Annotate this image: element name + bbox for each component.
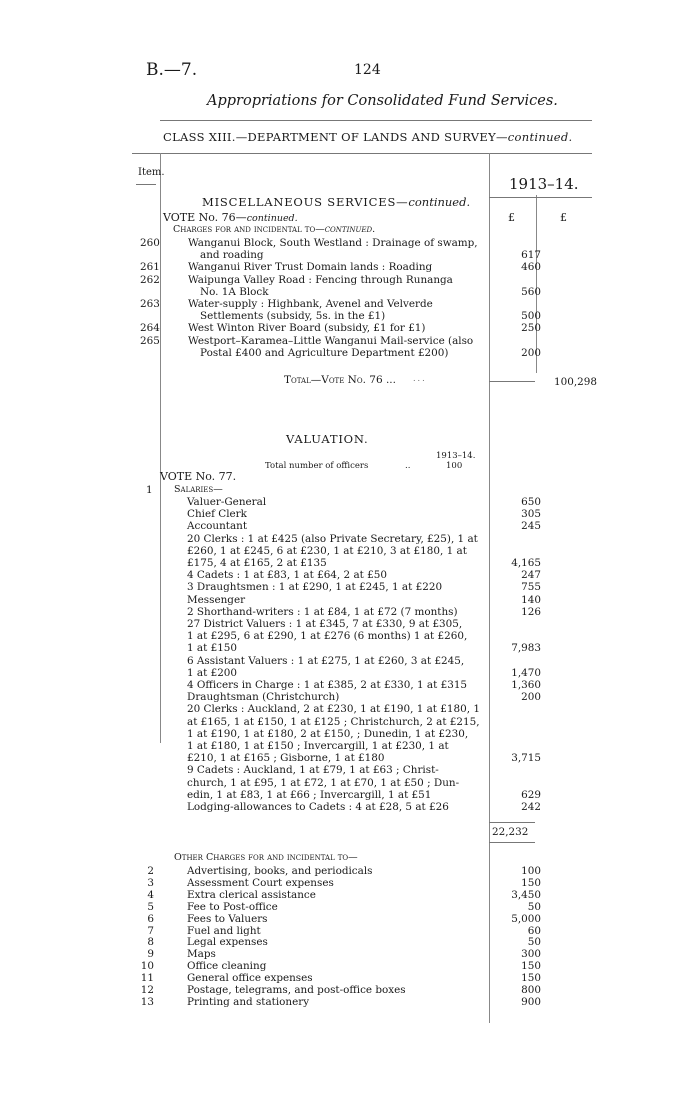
table-row (140, 972, 600, 984)
row-description: Wanganui Block, South Westland : Drainage of swamp, (188, 237, 478, 249)
table-row (140, 801, 600, 813)
item-number: 2 (147, 865, 154, 877)
item-number: 6 (147, 912, 154, 925)
item-column-header: Item. (138, 167, 165, 178)
item-number: 9 (147, 948, 154, 961)
row-amount: 60 (527, 924, 541, 937)
page-number: 124 (354, 62, 381, 78)
row-description: Lodging-allowances to Cadets : 4 at £28, 5 at £26 (187, 801, 449, 813)
row-description: Postal £400 and Agriculture Department £200) (200, 346, 449, 359)
table-row (140, 261, 600, 273)
row-description: Maps (187, 948, 216, 961)
row-amount: 50 (527, 900, 541, 913)
row-description: No. 1A Block (200, 285, 269, 298)
item-number: 4 (147, 888, 154, 901)
table-row (140, 274, 600, 286)
table-row (140, 667, 600, 679)
item-col-rule (136, 184, 156, 185)
item-number: 11 (140, 972, 154, 985)
row-description: Postage, telegrams, and post-office boxes (187, 984, 406, 996)
row-amount: 100 (521, 865, 541, 877)
row-description: 4 Cadets : 1 at £83, 1 at £64, 2 at £50 (187, 569, 387, 582)
item-number: 13 (140, 995, 154, 1008)
other-charges-heading: Other Charges for and incidental to— (174, 852, 358, 863)
pound-sign-amount: £ (508, 211, 515, 224)
row-description: 2 Shorthand-writers : 1 at £84, 1 at £72 (7 months) (187, 605, 458, 618)
row-description: 3 Draughtsmen : 1 at £290, 1 at £245, 1 at £220 (187, 581, 443, 594)
item-number: 265 (140, 334, 160, 347)
table-row (140, 335, 600, 347)
row-description: at £165, 1 at £150, 1 at £125 ; Christchurch, 2 at £215, (187, 715, 480, 728)
salaries-subtotal: 22,232 (492, 826, 529, 838)
row-description: General office expenses (187, 972, 313, 985)
header-rule (160, 120, 592, 121)
row-description: Westport–Karamea–Little Wanganui Mail-service (also (188, 334, 474, 347)
subtotal-rule-bottom (489, 842, 535, 843)
table-row (140, 901, 600, 913)
table-row (140, 740, 600, 752)
row-description: Draughtsman (Christchurch) (187, 691, 340, 704)
year-column-header: 1913–14. (509, 175, 579, 193)
row-description: 4 Officers in Charge : 1 at £385, 2 at £330, 1 at £315 (187, 679, 468, 691)
item-number: 12 (140, 984, 154, 996)
row-description: Fees to Valuers (187, 912, 268, 925)
table-row (140, 496, 600, 508)
table-row (140, 630, 600, 642)
row-description: and roading (200, 249, 264, 262)
row-description: 20 Clerks : 1 at £425 (also Private Secretary, £25), 1 at (187, 532, 478, 545)
item-number: 8 (147, 936, 154, 949)
row-amount: 245 (521, 520, 541, 533)
item-number: 260 (140, 237, 160, 249)
table-row (140, 594, 600, 606)
item-number: 7 (147, 924, 154, 937)
row-description: Accountant (187, 520, 248, 533)
row-description: 1 at £295, 6 at £290, 1 at £276 (6 months) 1 at £260, (187, 630, 468, 643)
row-amount: 126 (521, 605, 541, 618)
row-description: Wanganui River Trust Domain lands : Roading (188, 261, 433, 274)
row-description: 9 Cadets : Auckland, 1 at £79, 1 at £63 ; Christ- (187, 764, 439, 777)
row-amount: 560 (521, 285, 541, 298)
row-description: £175, 4 at £165, 2 at £135 (187, 557, 327, 569)
row-amount: 150 (521, 960, 541, 973)
table-row (140, 728, 600, 740)
table-row (140, 286, 600, 298)
table-row (140, 925, 600, 937)
table-row (140, 764, 600, 776)
row-description: 1 at £180, 1 at £150 ; Invercargill, 1 at £230, 1 at (187, 740, 449, 752)
vote-76-total: 100,298 (554, 376, 597, 388)
class-heading: CLASS XIII.—DEPARTMENT OF LANDS AND SURVEY—continued. (163, 130, 573, 144)
row-description: 1 at £200 (187, 666, 238, 679)
table-row (140, 545, 600, 557)
row-amount: 900 (521, 995, 541, 1008)
document-code: B.—7. (146, 60, 198, 80)
row-amount: 460 (521, 261, 541, 274)
row-amount: 305 (521, 508, 541, 521)
row-amount: 800 (521, 984, 541, 996)
table-row (140, 298, 600, 310)
vote-76-total-label: Total—Vote No. 76 ... (284, 374, 396, 386)
misc-charges-heading: Charges for and incidental to—continued. (173, 224, 376, 235)
subtotal-rule-top (489, 822, 535, 823)
row-description: £210, 1 at £165 ; Gisborne, 1 at £180 (187, 752, 385, 765)
row-amount: 629 (521, 788, 541, 801)
table-row (140, 984, 600, 996)
table-row (140, 237, 600, 249)
row-description: 27 District Valuers : 1 at £345, 7 at £330, 9 at £305, (187, 618, 463, 630)
item-number: 262 (140, 273, 160, 286)
row-description: 1 at £190, 1 at £180, 2 at £150, ; Dunedin, 1 at £230, (187, 727, 469, 740)
item-number: 3 (147, 876, 154, 889)
table-row (140, 691, 600, 703)
row-description: 20 Clerks : Auckland, 2 at £230, 1 at £190, 1 at £180, 1 (187, 703, 480, 716)
officers-value: 100 (446, 461, 463, 471)
table-row (140, 249, 600, 261)
row-amount: 250 (521, 322, 541, 335)
table-row (140, 936, 600, 948)
row-description: church, 1 at £95, 1 at £72, 1 at £70, 1 at £50 ; Dun- (187, 776, 460, 789)
row-description: Settlements (subsidy, 5s. in the £1) (200, 310, 386, 323)
row-description: Advertising, books, and periodicals (187, 865, 373, 877)
table-row (140, 960, 600, 972)
row-amount: 1,360 (511, 679, 541, 691)
row-description: Messenger (187, 593, 246, 606)
row-amount: 1,470 (511, 666, 541, 679)
row-description: edin, 1 at £83, 1 at £66 ; Invercargill, 1 at £51 (187, 788, 432, 801)
table-row (140, 533, 600, 545)
row-amount: 242 (521, 801, 541, 813)
row-description: Waipunga Valley Road : Fencing through Runanga (188, 273, 453, 286)
table-row (140, 752, 600, 764)
row-amount: 150 (521, 972, 541, 985)
salaries-item-number: 1 (146, 484, 153, 496)
row-amount: 200 (521, 346, 541, 359)
misc-services-title: MISCELLANEOUS SERVICES—continued. (202, 195, 471, 209)
row-description: Valuer-General (187, 496, 267, 508)
item-number: 263 (140, 298, 160, 310)
row-description: 1 at £150 (187, 642, 238, 655)
officers-leader: .. (405, 461, 411, 471)
table-row (140, 996, 600, 1008)
row-amount: 140 (521, 593, 541, 606)
table-row (140, 322, 600, 334)
salaries-heading: Salaries— (174, 484, 223, 495)
total-rule (489, 381, 535, 382)
table-row (140, 508, 600, 520)
row-amount: 500 (521, 310, 541, 323)
row-amount: 755 (521, 581, 541, 594)
table-row (140, 877, 600, 889)
row-amount: 300 (521, 948, 541, 961)
table-row (140, 777, 600, 789)
pound-sign-total: £ (560, 211, 567, 224)
year-rule (489, 197, 592, 198)
table-row (140, 347, 600, 359)
total-leader: ... (413, 374, 427, 383)
table-row (140, 679, 600, 691)
item-number: 10 (140, 960, 154, 973)
row-description: Extra clerical assistance (187, 888, 316, 901)
row-amount: 150 (521, 876, 541, 889)
row-description: Printing and stationery (187, 995, 310, 1008)
table-row (140, 569, 600, 581)
table-top-rule (132, 153, 592, 154)
table-row (140, 865, 600, 877)
row-description: Water-supply : Highbank, Avenel and Velverde (188, 298, 433, 310)
table-row (140, 716, 600, 728)
valuation-year: 1913–14. (436, 451, 476, 461)
row-amount: 4,165 (511, 557, 541, 569)
row-description: 6 Assistant Valuers : 1 at £275, 1 at £260, 3 at £245, (187, 654, 465, 667)
row-description: Fee to Post-office (187, 900, 278, 913)
table-row (140, 557, 600, 569)
valuation-title: VALUATION. (286, 432, 369, 446)
table-row (140, 618, 600, 630)
row-amount: 50 (527, 936, 541, 949)
item-number: 5 (147, 900, 154, 913)
row-description: Assessment Court expenses (187, 876, 334, 889)
item-number: 261 (140, 261, 160, 274)
table-row (140, 606, 600, 618)
officers-label: Total number of officers (265, 461, 369, 471)
row-amount: 247 (521, 569, 541, 582)
row-description: £260, 1 at £245, 6 at £230, 1 at £210, 3 at £180, 1 at (187, 544, 467, 557)
row-description: Fuel and light (187, 924, 261, 937)
vote-77-heading: VOTE No. 77. (160, 470, 237, 483)
row-amount: 3,715 (511, 752, 541, 765)
row-amount: 617 (521, 249, 541, 262)
row-description: Office cleaning (187, 960, 267, 973)
page-title: Appropriations for Consolidated Fund Services. (207, 93, 558, 109)
table-row (140, 889, 600, 901)
table-row (140, 703, 600, 715)
table-row (140, 520, 600, 532)
item-number: 264 (140, 322, 160, 335)
table-row (140, 913, 600, 925)
row-amount: 200 (521, 691, 541, 704)
row-description: Chief Clerk (187, 508, 247, 521)
row-amount: 650 (521, 496, 541, 508)
row-amount: 5,000 (511, 912, 541, 925)
table-row (140, 789, 600, 801)
row-amount: 3,450 (511, 888, 541, 901)
table-row (140, 642, 600, 654)
row-description: Legal expenses (187, 936, 268, 949)
table-row (140, 948, 600, 960)
row-description: West Winton River Board (subsidy, £1 for £1) (188, 322, 426, 335)
vote-76-heading: VOTE No. 76—continued. (163, 211, 298, 224)
table-row (140, 581, 600, 593)
row-amount: 7,983 (511, 642, 541, 655)
table-row (140, 655, 600, 667)
table-row (140, 310, 600, 322)
